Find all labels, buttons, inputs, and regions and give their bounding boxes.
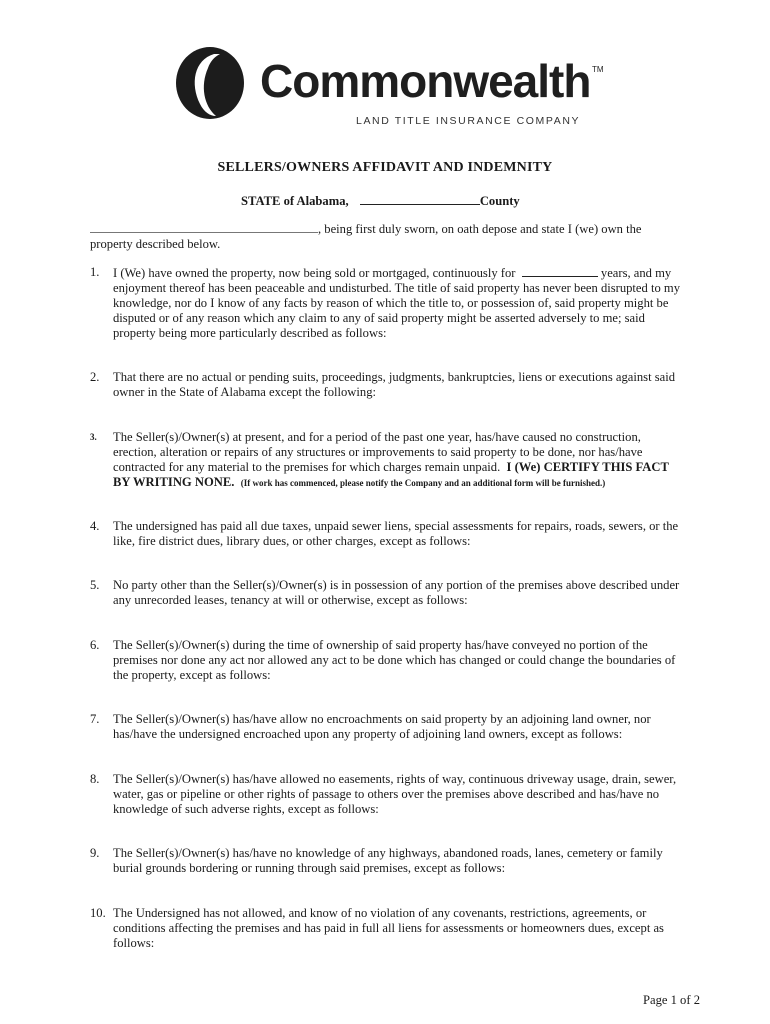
page-number: Page 1 of 2	[642, 993, 700, 1007]
item-number: 10.	[90, 906, 106, 920]
item-number: 3.	[90, 432, 97, 442]
document-title: SELLERS/OWNERS AFFIDAVIT AND INDEMNITY	[217, 160, 553, 175]
item-number: 1.	[90, 265, 100, 279]
list-item	[90, 846, 680, 876]
item-text: The undersigned has paid all due taxes, unpaid sewer liens, special assessments for repairs, roads, sewers, or the like, fire district dues, library dues, or other charges, except as follows:	[113, 519, 679, 548]
item-text: The Undersigned has not allowed, and know of no violation of any covenants, restrictions, agreements, or conditions affecting the premises and has paid in full all liens for assessments or homeowners dues, except as follows:	[113, 906, 664, 950]
state-county-line	[241, 192, 520, 209]
item-text: The Seller(s)/Owner(s) at present, and for a period of the past one year, has/have caused no construction, erection, alteration or repairs of any structures or improvements to said property to be done, nor has/have contracted for any material to the premises for which charges remain unpaid. I (We) CERTIFY THIS FACT BY WRITING NONE. (If work has commenced, please notify the Company and an additional form will be furnished.)	[113, 430, 669, 489]
logo-wordmark: Commonwealth	[260, 55, 591, 107]
work-commenced-note: (If work has commenced, please notify the Company and an additional form will be furnished.)	[240, 478, 606, 488]
item-text: The Seller(s)/Owner(s) has/have allow no encroachments on said property by an adjoining land owner, nor has/have the undersigned encroached upon any property of adjoining land owners, except as follows:	[113, 712, 651, 741]
county-label: County	[479, 194, 520, 208]
item-text: That there are no actual or pending suits, proceedings, judgments, bankruptcies, liens or executions against said owner in the State of Alabama except the following:	[113, 370, 676, 399]
item-number: 8.	[90, 772, 100, 786]
commonwealth-logo-icon	[174, 46, 246, 120]
intro-text: , being first duly sworn, on oath depose and state I (we) own the property described below.	[90, 222, 642, 251]
list-item	[90, 638, 680, 683]
years-blank[interactable]	[522, 265, 598, 277]
list-item	[90, 906, 680, 951]
item-number: 7.	[90, 712, 100, 726]
item-number: 4.	[90, 519, 100, 533]
list-item	[90, 772, 680, 817]
item-text: The Seller(s)/Owner(s) during the time of ownership of said property has/have conveyed no portion of the premises nor done any act nor allowed any act to be done which has changed or could change the boundaries of the property, except as follows:	[113, 638, 676, 682]
list-item	[90, 430, 680, 491]
logo-subtitle: LAND TITLE INSURANCE COMPANY	[356, 115, 581, 127]
item-text: The Seller(s)/Owner(s) has/have allowed no easements, rights of way, continuous driveway usage, drain, sewer, water, gas or pipeline or other rights of passage to others over the premises above described and has/have no knowledge of such adverse rights, except as follows:	[113, 772, 677, 816]
list-item	[90, 370, 680, 400]
county-blank[interactable]	[360, 192, 480, 205]
item-text: The Seller(s)/Owner(s) has/have no knowledge of any highways, abandoned roads, lanes, cemetery or family burial grounds bordering or running through said premises, except as follows:	[113, 846, 663, 875]
item-text: No party other than the Seller(s)/Owner(s) is in possession of any portion of the premises above described under any unrecorded leases, tenancy at will or otherwise, except as follows:	[113, 578, 680, 607]
state-label: STATE of Alabama,	[241, 194, 349, 208]
item-number: 9.	[90, 846, 100, 860]
list-item	[90, 578, 680, 608]
list-item	[90, 519, 680, 549]
logo-trademark: TM	[592, 65, 604, 74]
item-text: I (We) have owned the property, now being sold or mortgaged, continuously for years, and my enjoyment thereof has been peaceable and undisturbed. The title of said property has never been disrupted to my knowledge, nor do I know of any facts by reason of which the title to, or possession of, said property might be disputed or of any reason which any claim to any of said property might be asserted adversely to me; said property being more particularly described as follows:	[113, 266, 680, 340]
item-number: 2.	[90, 370, 100, 384]
item-number: 6.	[90, 638, 100, 652]
intro-paragraph	[90, 221, 680, 252]
owner-name-blank[interactable]	[90, 221, 318, 233]
certify-statement: I (We) CERTIFY THIS FACT BY WRITING NONE.	[113, 460, 669, 489]
item-number: 5.	[90, 578, 100, 592]
list-item	[90, 712, 680, 742]
company-logo	[174, 46, 614, 132]
list-item	[90, 265, 680, 341]
